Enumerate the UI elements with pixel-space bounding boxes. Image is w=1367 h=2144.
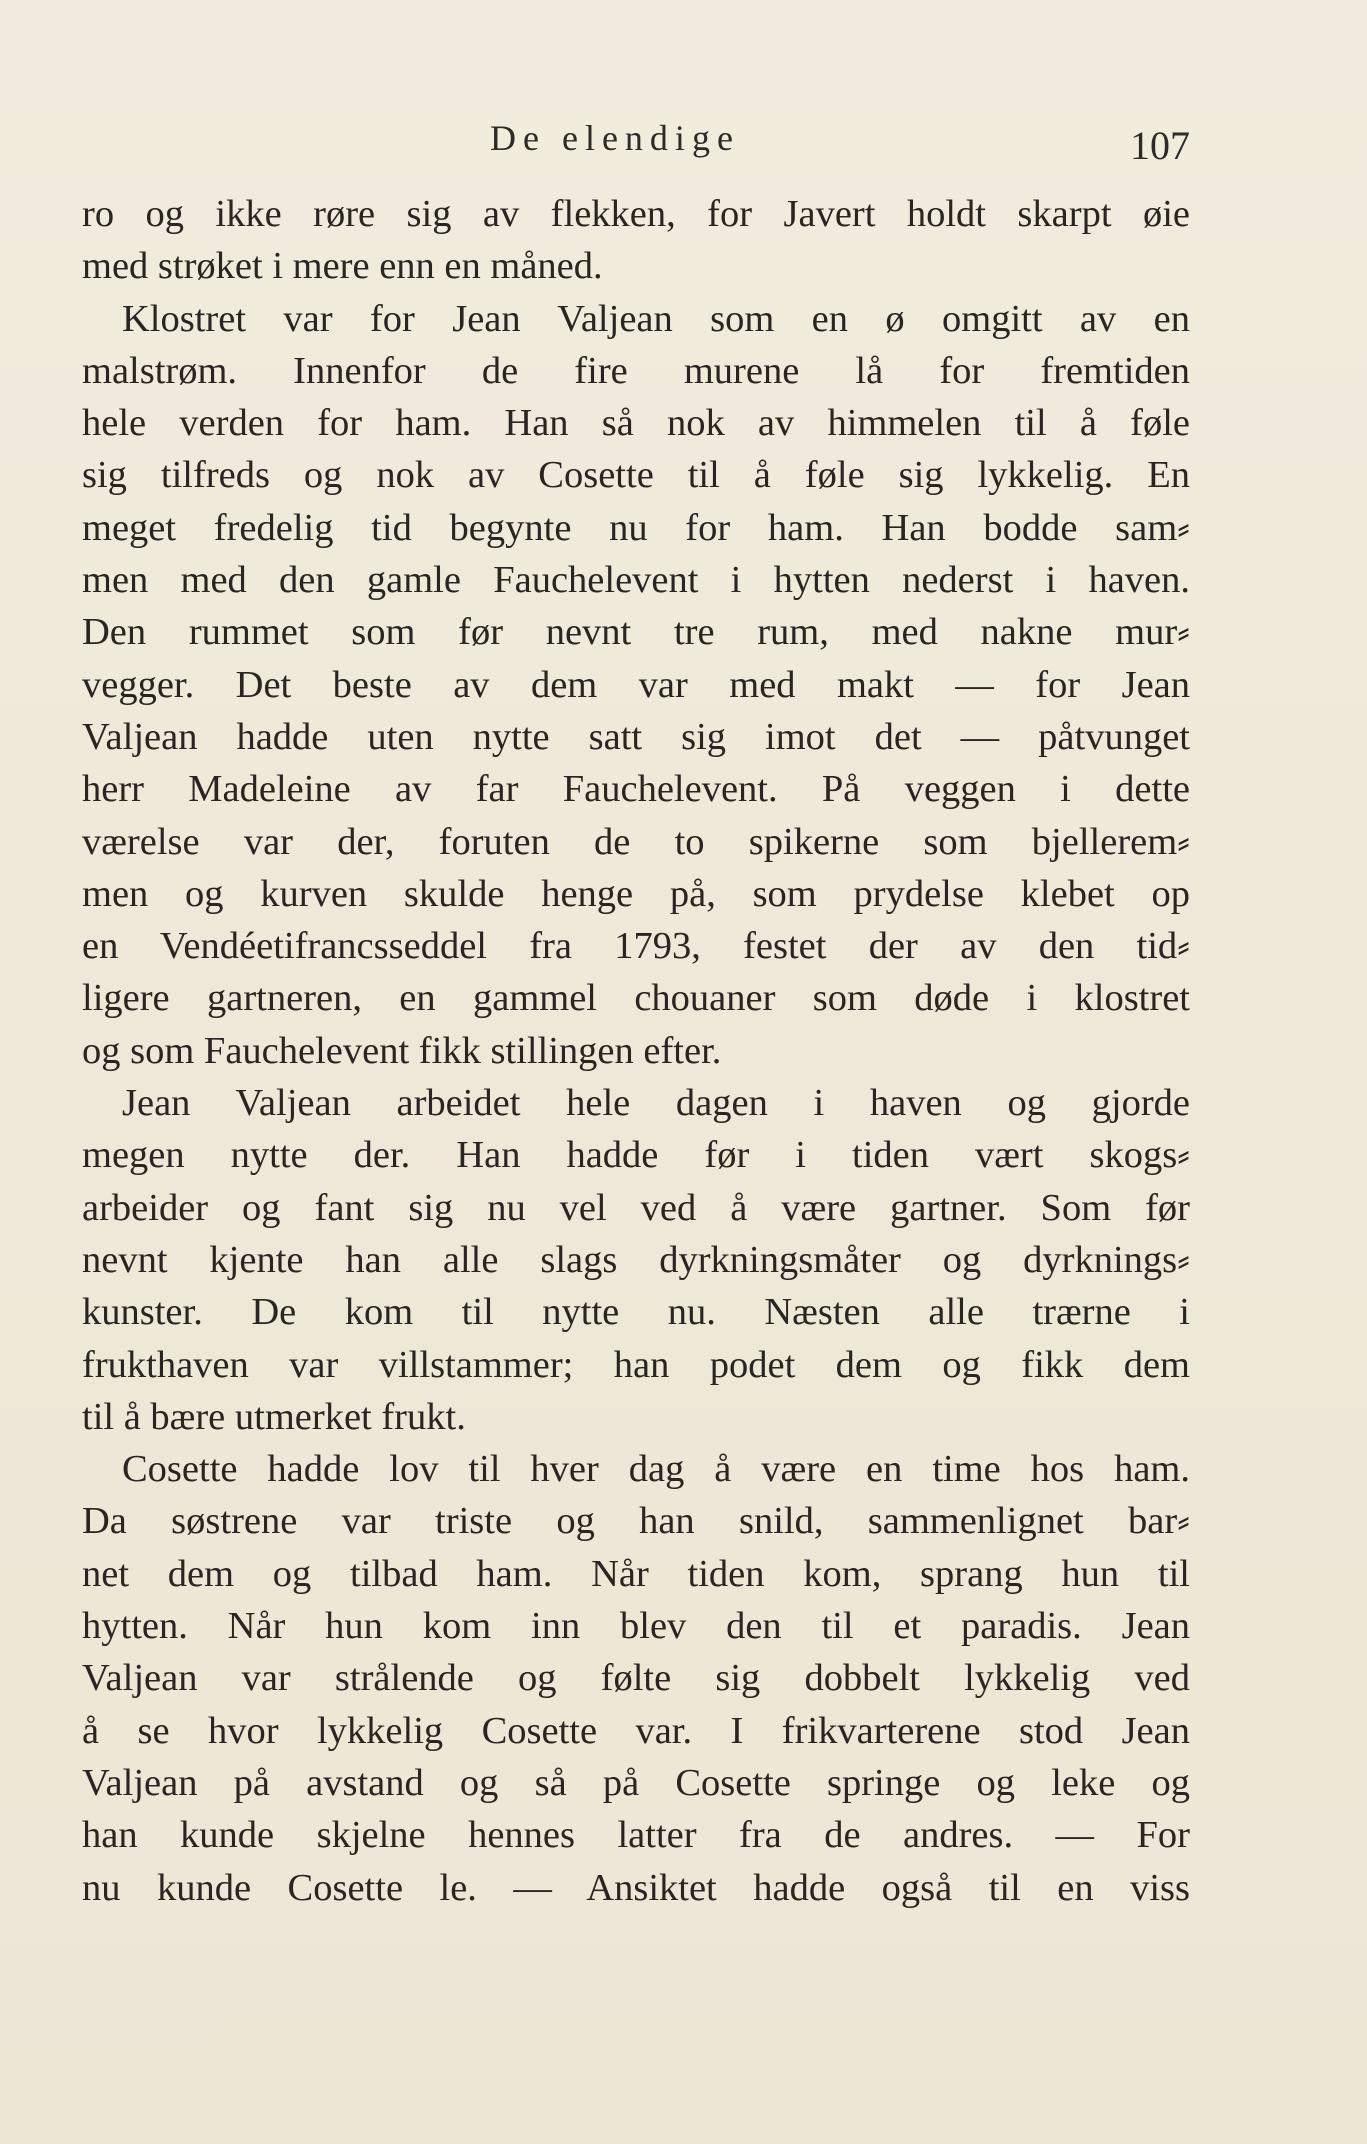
text-line: og som Fauchelevent fikk stillingen efter. [82,1029,722,1072]
scan-margin-shading [0,1955,215,2045]
text-line: Jean Valjean arbeidet hele dagen i haven og gjorde [122,1082,1190,1125]
text-line: hele verden for ham. Han så nok av himmelen til å føle [82,402,1190,445]
paragraph-3 [82,1077,1190,1443]
text-line: Valjean på avstand og så på Cosette springe og leke og [82,1761,1190,1804]
text-line: arbeider og fant sig nu vel ved å være gartner. Som før [82,1186,1190,1229]
text-line: men med den gamle Fauchelevent i hytten nederst i haven. [82,559,1190,602]
text-line: Valjean var strålende og følte sig dobbelt lykkelig ved [82,1657,1190,1700]
paragraph-2 [82,293,1190,1077]
text-line: Den rummet som før nevnt tre rum, med nakne mur⸗ [82,611,1190,654]
text-line: til å bære utmerket frukt. [82,1395,466,1438]
text-line: han kunde skjelne hennes latter fra de andres. — For [82,1814,1190,1857]
text-line: med strøket i mere enn en måned. [82,245,603,288]
page-header [85,112,1190,172]
text-line: Klostret var for Jean Valjean som en ø omgitt av en [122,297,1190,340]
paragraph-4 [82,1443,1190,1914]
text-line: nu kunde Cosette le. — Ansiktet hadde også til en viss [82,1866,1190,1909]
text-line: men og kurven skulde henge på, som prydelse klebet op [82,872,1190,915]
text-line: net dem og tilbad ham. Når tiden kom, sprang hun til [82,1552,1190,1595]
text-line: værelse var der, foruten de to spikerne som bjellerem⸗ [82,820,1190,863]
running-title: De elendige [490,118,740,158]
text-line: sig tilfreds og nok av Cosette til å føle sig lykkelig. En [82,454,1190,497]
page-number: 107 [1130,123,1190,168]
text-line: å se hvor lykkelig Cosette var. I frikvarterene stod Jean [82,1709,1190,1752]
paragraph-1 [82,188,1190,293]
text-line: Valjean hadde uten nytte satt sig imot det — påtvunget [82,715,1190,758]
body-text [82,188,1190,1914]
text-line: Da søstrene var triste og han snild, sammenlignet bar⸗ [82,1500,1190,1543]
text-line: meget fredelig tid begynte nu for ham. Han bodde sam⸗ [82,506,1190,549]
text-line: kunster. De kom til nytte nu. Næsten alle trærne i [82,1291,1190,1334]
text-line: nevnt kjente han alle slags dyrkningsmåter og dyrknings⸗ [82,1238,1190,1281]
text-line: herr Madeleine av far Fauchelevent. På veggen i dette [82,768,1190,811]
text-line: en Vendéetifrancsseddel fra 1793, festet der av den tid⸗ [82,925,1190,968]
text-line: vegger. Det beste av dem var med makt — for Jean [82,663,1190,706]
text-line: megen nytte der. Han hadde før i tiden vært skogs⸗ [82,1134,1190,1177]
text-line: hytten. Når hun kom inn blev den til et paradis. Jean [82,1605,1190,1648]
text-line: malstrøm. Innenfor de fire murene lå for fremtiden [82,349,1190,392]
text-line: Cosette hadde lov til hver dag å være en time hos ham. [122,1448,1190,1491]
text-line: ligere gartneren, en gammel chouaner som døde i klostret [82,977,1190,1020]
text-line: frukthaven var villstammer; han podet dem og fikk dem [82,1343,1190,1386]
text-line: ro og ikke røre sig av flekken, for Javert holdt skarpt øie [82,193,1190,235]
